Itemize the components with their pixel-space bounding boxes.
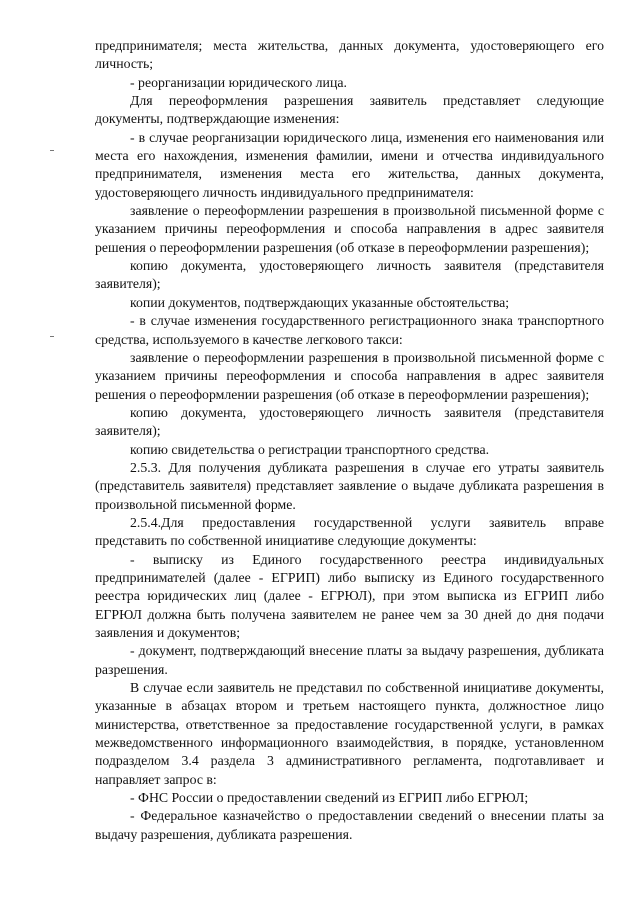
- paragraph: Для переоформления разрешения заявитель представляет следующие документы, подтверждающие изменения:: [95, 93, 604, 127]
- paragraph: копию документа, удостоверяющего личность заявителя (представителя заявителя);: [95, 258, 604, 292]
- paragraph: - Федеральное казначейство о предоставлении сведений о внесении платы за выдачу разрешения, дубликата разрешения.: [95, 808, 604, 842]
- margin-mark: [50, 336, 54, 337]
- paragraph: заявление о переоформлении разрешения в произвольной письменной форме с указанием причины переоформления и способа направления в адрес заявителя решения о переоформлении разрешения (об отказе в переоформлении разрешения);: [95, 349, 604, 402]
- paragraph: копию документа, удостоверяющего личность заявителя (представителя заявителя);: [95, 404, 604, 439]
- paragraph: - в случае изменения государственного регистрационного знака транспортного средства, используемого в качестве легкового такси:: [95, 313, 604, 347]
- paragraph: копии документов, подтверждающих указанные обстоятельства;: [130, 294, 510, 310]
- paragraph: предпринимателя; места жительства, данных документа, удостоверяющего его личность;: [95, 38, 604, 72]
- paragraph: В случае если заявитель не представил по собственной инициативе документы, указанные в абзацах втором и третьем настоящего пункта, должностное лицо министерства, ответственное за предоставление государственной услуги, в рамках межведомственного информационного взаимодействия, в порядке, установленном подразделом 3.4 раздела 3 административного регламента, подготавливает и направляет запрос в:: [95, 680, 604, 787]
- paragraph: 2.5.3. Для получения дубликата разрешения в случае его утраты заявитель (представитель заявителя) представляет заявление о выдаче дубликата разрешения в произвольной письменной форме.: [95, 459, 604, 512]
- paragraph: - ФНС России о предоставлении сведений из ЕГРИП либо ЕГРЮЛ;: [130, 790, 529, 806]
- paragraph: 2.5.4.Для предоставления государственной услуги заявитель вправе представить по собственной инициативе следующие документы:: [95, 514, 604, 549]
- paragraph: - выписку из Единого государственного реестра индивидуальных предпринимателей (далее - ЕГРИП) либо выписку из Единого государственного реестра юридических лиц (далее - ЕГРЮЛ), при этом выписка из ЕГРИП либо ЕГРЮЛ должна быть получена заявителем не ранее чем за 30 дней до дня подачи заявления и документов;: [95, 551, 604, 640]
- paragraph: - документ, подтверждающий внесение платы за выдачу разрешения, дубликата разрешения.: [95, 643, 604, 677]
- paragraph: - реорганизации юридического лица.: [130, 74, 347, 90]
- paragraph: копию свидетельства о регистрации транспортного средства.: [130, 441, 490, 457]
- paragraph: - в случае реорганизации юридического лица, изменения его наименования или места его нахождения, изменения фамилии, имени и отчества индивидуального предпринимателя, изменения места его жительства, данных документа, удостоверяющего личность индивидуального предпринимателя:: [95, 129, 604, 200]
- margin-mark: [50, 150, 54, 151]
- paragraph: заявление о переоформлении разрешения в произвольной письменной форме с указанием причины переоформления и способа направления в адрес заявителя решения о переоформлении разрешения (об отказе в переоформлении разрешения);: [95, 203, 604, 255]
